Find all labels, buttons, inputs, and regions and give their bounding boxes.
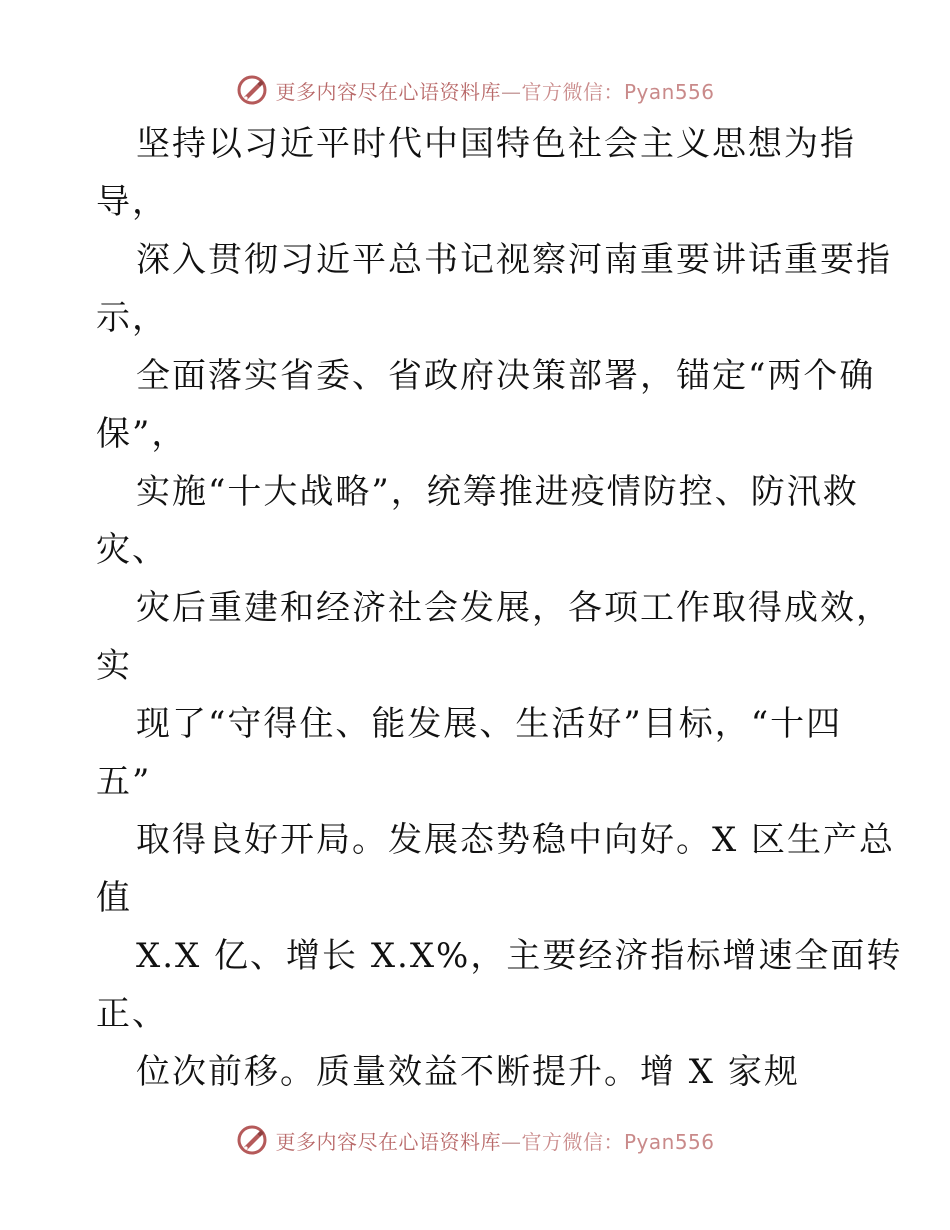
- header-banner: [0, 70, 950, 110]
- header-wechat-label: 官方微信：: [521, 79, 624, 104]
- body-line: 实: [96, 646, 132, 686]
- body-line: 深入贯彻习近平总书记视察河南重要讲话重要指: [136, 240, 892, 280]
- body-line: 五”: [96, 762, 152, 802]
- footer-separator: —: [500, 1129, 522, 1154]
- body-line: 现了“守得住、能发展、生活好”目标，“十四: [136, 704, 843, 744]
- body-line: 保”，: [96, 414, 188, 454]
- footer-banner-text: [275, 1126, 714, 1155]
- body-line: 正、: [96, 994, 168, 1034]
- body-line: X.X 亿、增长 X.X%，主要经济指标增速全面转: [136, 936, 903, 976]
- header-banner-text: [275, 76, 714, 105]
- header-separator: —: [500, 79, 522, 104]
- header-wechat-id: Pyan556: [623, 79, 715, 104]
- body-line: 坚持以习近平时代中国特色社会主义思想为指: [136, 124, 856, 164]
- footer-wechat-id: Pyan556: [623, 1129, 715, 1154]
- body-line: 位次前移。质量效益不断提升。增 X 家规: [136, 1052, 800, 1092]
- pen-logo-icon: [235, 1123, 269, 1157]
- footer-banner: [0, 1120, 950, 1160]
- body-line: 导，: [96, 182, 168, 222]
- footer-wechat-label: 官方微信：: [521, 1129, 624, 1154]
- body-line: 示，: [96, 298, 168, 338]
- body-line: 实施“十大战略”，统筹推进疫情防控、防汛救: [136, 472, 859, 512]
- body-line: 值: [96, 878, 132, 918]
- footer-site-text: 更多内容尽在心语资料库: [275, 1129, 501, 1154]
- body-line: 全面落实省委、省政府决策部署，锚定“两个确: [136, 356, 876, 396]
- header-site-text: 更多内容尽在心语资料库: [275, 79, 501, 104]
- body-line: 取得良好开局。发展态势稳中向好。X 区生产总: [136, 820, 896, 860]
- pen-logo-icon: [235, 73, 269, 107]
- document-body: [96, 115, 903, 1101]
- body-line: 灾后重建和经济社会发展，各项工作取得成效，: [136, 588, 892, 628]
- body-line: 灾、: [96, 530, 168, 570]
